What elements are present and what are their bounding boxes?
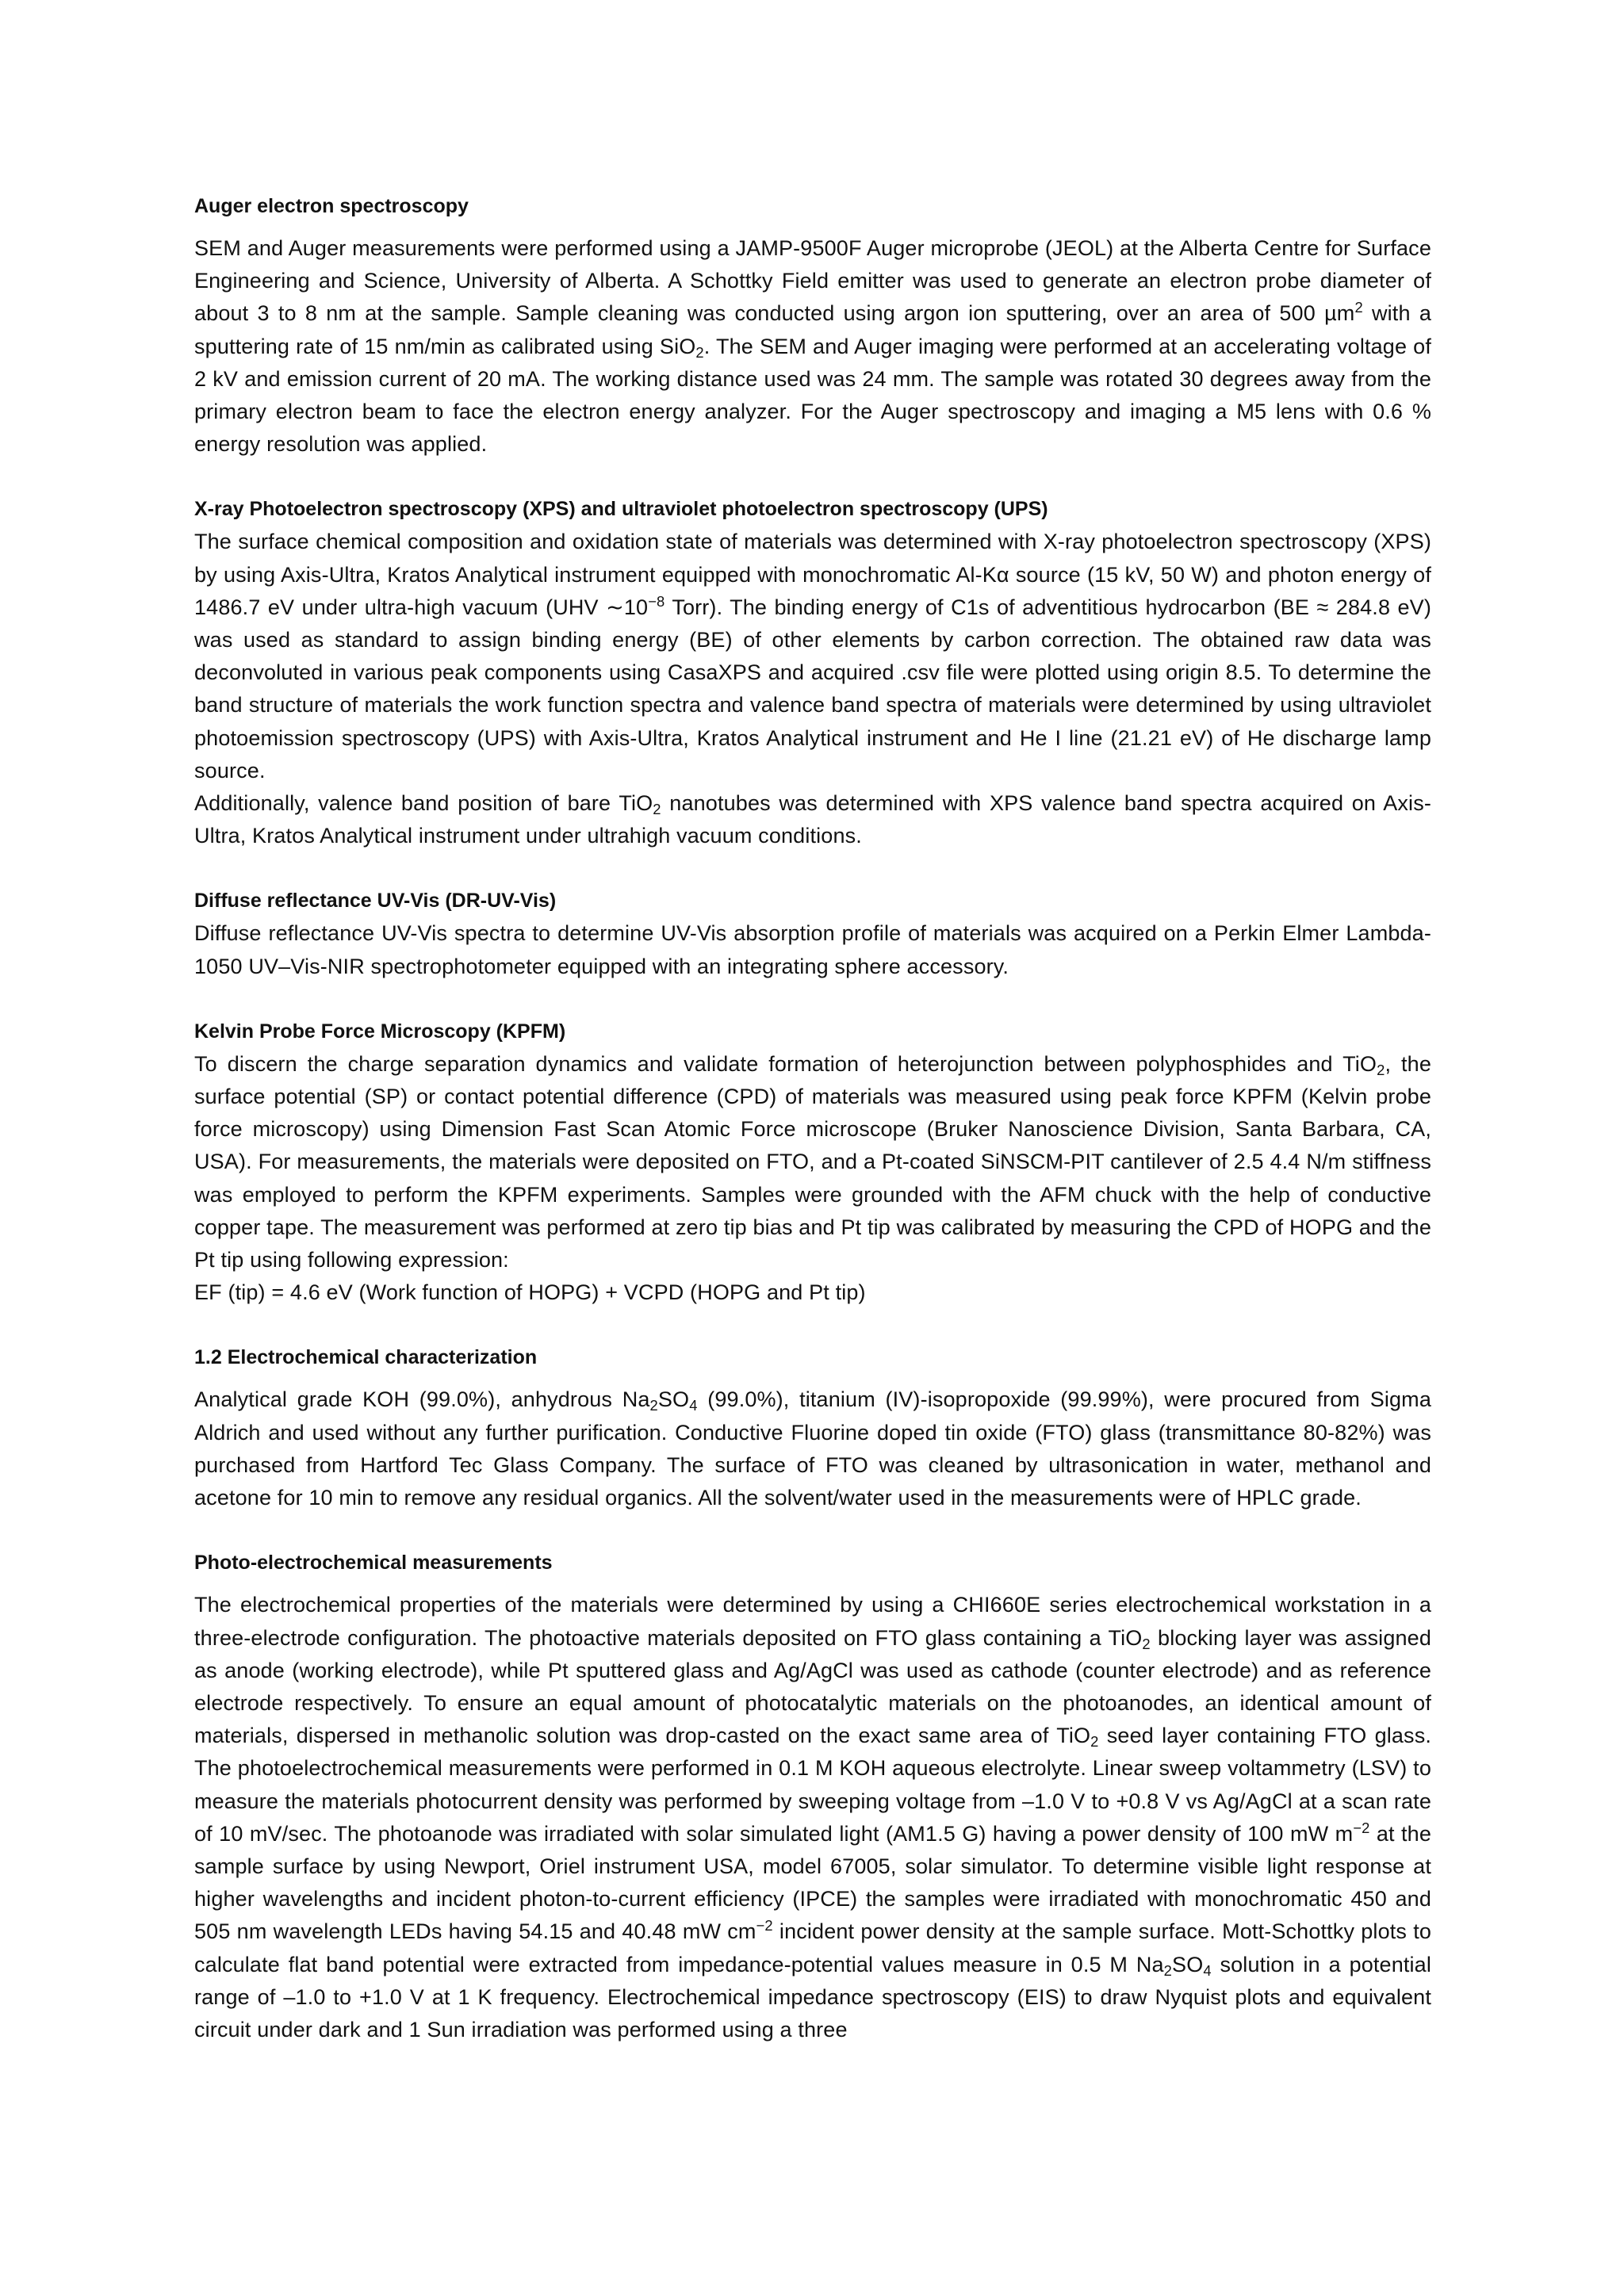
paragraph-xps-1: The surface chemical composition and oxidation state of materials was determined with X-ray photoelectron spectroscopy (XPS) by using Axis-Ultra, Kratos Analytical instrument equipped with monochromatic Al-Kα source (15 kV, 50 W) and photon energy of 1486.7 eV under ultra-high vacuum (UHV $\sim 10^{-8}$ Torr). The binding energy of C1s of adventitious hydrocarbon (BE ≈ 284.8 eV) was used as standard to assign binding energy (BE) of other elements by carbon correction. The obtained raw data was deconvoluted in various peak components using CasaXPS and acquired .csv file were plotted using origin 8.5. To determine the band structure of materials the work function spectra and valence band spectra of materials were determined by using ultraviolet photoemission spectroscopy (UPS) with Axis-Ultra, Kratos Analytical instrument and He I line (21.21 eV) of He discharge lamp source. (194, 530, 1431, 783)
paragraph-electrochem: Analytical grade KOH (99.0%), anhydrous $Na_2SO_4$ (99.0%), titanium (IV)-isopropoxide (99.99%), were procured from Sigma Aldrich and used without any further purification. Conductive Fluorine doped tin oxide (FTO) glass (transmittance 80-82%) was purchased from Hartford Tec Glass Company. The surface of FTO was cleaned by ultrasonication in water, methanol and acetone for 10 min to remove any residual organics. All the solvent/water used in the measurements were of HPLC grade. (194, 1387, 1431, 1510)
section-electrochem (194, 1341, 1431, 1514)
paragraph-xps-2: Additionally, valence band position of bare TiO$_2$ nanotubes was determined with XPS valence band spectra acquired on Axis-Ultra, Kratos Analytical instrument under ultrahigh vacuum conditions. (194, 791, 1431, 848)
paragraph-auger: SEM and Auger measurements were performed using a JAMP-9500F Auger microprobe (JEOL) at the Alberta Centre for Surface Engineering and Science, University of Alberta. A Schottky Field emitter was used to generate an electron probe diameter of about 3 to 8 nm at the sample. Sample cleaning was conducted using argon ion sputtering, over an area of 500 µm$^2$ with a sputtering rate of 15 nm/min as calibrated using SiO$_2$. The SEM and Auger imaging were performed at an accelerating voltage of 2 kV and emission current of 20 mA. The working distance used was 24 mm. The sample was rotated 30 degrees away from the primary electron beam to face the electron energy analyzer. For the Auger spectroscopy and imaging a M5 lens with 0.6 % energy resolution was applied. (194, 236, 1431, 457)
section-heading-electrochem: 1.2 Electrochemical characterization (194, 1346, 538, 1369)
section-druv (194, 885, 1431, 982)
section-heading-druv: Diffuse reflectance UV-Vis (DR-UV-Vis) (194, 890, 557, 913)
paragraph-kpfm: To discern the charge separation dynamics and validate formation of heterojunction between polyphosphides and TiO$_2$, the surface potential (SP) or contact potential difference (CPD) of materials was measured using peak force KPFM (Kelvin probe force microscopy) using Dimension Fast Scan Atomic Force microscope (Bruker Nanoscience Division, Santa Barbara, CA, USA). For measurements, the materials were deposited on FTO, and a Pt-coated SiNSCM-PIT cantilever of 2.5 4.4 N/m stiffness was employed to perform the KPFM experiments. Samples were grounded with the AFM chuck with the help of conductive copper tape. The measurement was performed at zero tip bias and Pt tip was calibrated by measuring the CPD of HOPG and the Pt tip using following expression: (194, 1051, 1431, 1272)
paragraph-pec: The electrochemical properties of the materials were determined by using a CHI660E series electrochemical workstation in a three-electrode configuration. The photoactive materials deposited on FTO glass containing a TiO$_2$ blocking layer was assigned as anode (working electrode), while Pt sputtered glass and Ag/AgCl was used as cathode (counter electrode) and as reference electrode respectively. To ensure an equal amount of photocatalytic materials on the photoanodes, an identical amount of materials, dispersed in methanolic solution was drop-casted on the exact same area of TiO$_2$ seed layer containing FTO glass. The photoelectrochemical measurements were performed in 0.1 M KOH aqueous electrolyte. Linear sweep voltammetry (LSV) to measure the materials photocurrent density was performed by sweeping voltage from –1.0 V to +0.8 V vs Ag/AgCl at a scan rate of 10 mV/sec. The photoanode was irradiated with solar simulated light (AM1.5 G) having a power density of 100 mW $m^{-2}$ at the sample surface by using Newport, Oriel instrument USA, model 67005, solar simulator. To determine visible light response at higher wavelengths and incident photon-to-current efficiency (IPCE) the samples were irradiated with monochromatic 450 and 505 nm wavelength LEDs having 54.15 and 40.48 mW $cm^{-2}$ incident power density at the sample surface. Mott-Schottky plots to calculate flat band potential were extracted from impedance-potential values measure in 0.5 M $Na_2SO_4$ solution in a potential range of –1.0 to +1.0 V at 1 K frequency. Electrochemical impedance spectroscopy (EIS) to draw Nyquist plots and equivalent circuit under dark and 1 Sun irradiation was performed using a three (194, 1593, 1432, 2042)
section-xps (194, 493, 1431, 852)
section-pec (194, 1547, 1431, 2046)
document-page (194, 190, 1431, 2046)
section-auger (194, 190, 1431, 461)
section-heading-kpfm: Kelvin Probe Force Microscopy (KPFM) (194, 1020, 566, 1043)
section-kpfm (194, 1016, 1431, 1310)
equation-kpfm: EF (tip) = 4.6 eV (Work function of HOPG) + VCPD (HOPG and Pt tip) (194, 1280, 866, 1305)
section-heading-xps: X-ray Photoelectron spectroscopy (XPS) and ultraviolet photoelectron spectroscopy (UPS) (194, 498, 1048, 521)
section-heading-pec: Photo-electrochemical measurements (194, 1552, 553, 1575)
section-heading-auger: Auger electron spectroscopy (194, 195, 469, 217)
paragraph-druv: Diffuse reflectance UV-Vis spectra to determine UV-Vis absorption profile of materials was acquired on a Perkin Elmer Lambda-1050 UV–Vis-NIR spectrophotometer equipped with an integrating sphere accessory. (194, 921, 1431, 978)
